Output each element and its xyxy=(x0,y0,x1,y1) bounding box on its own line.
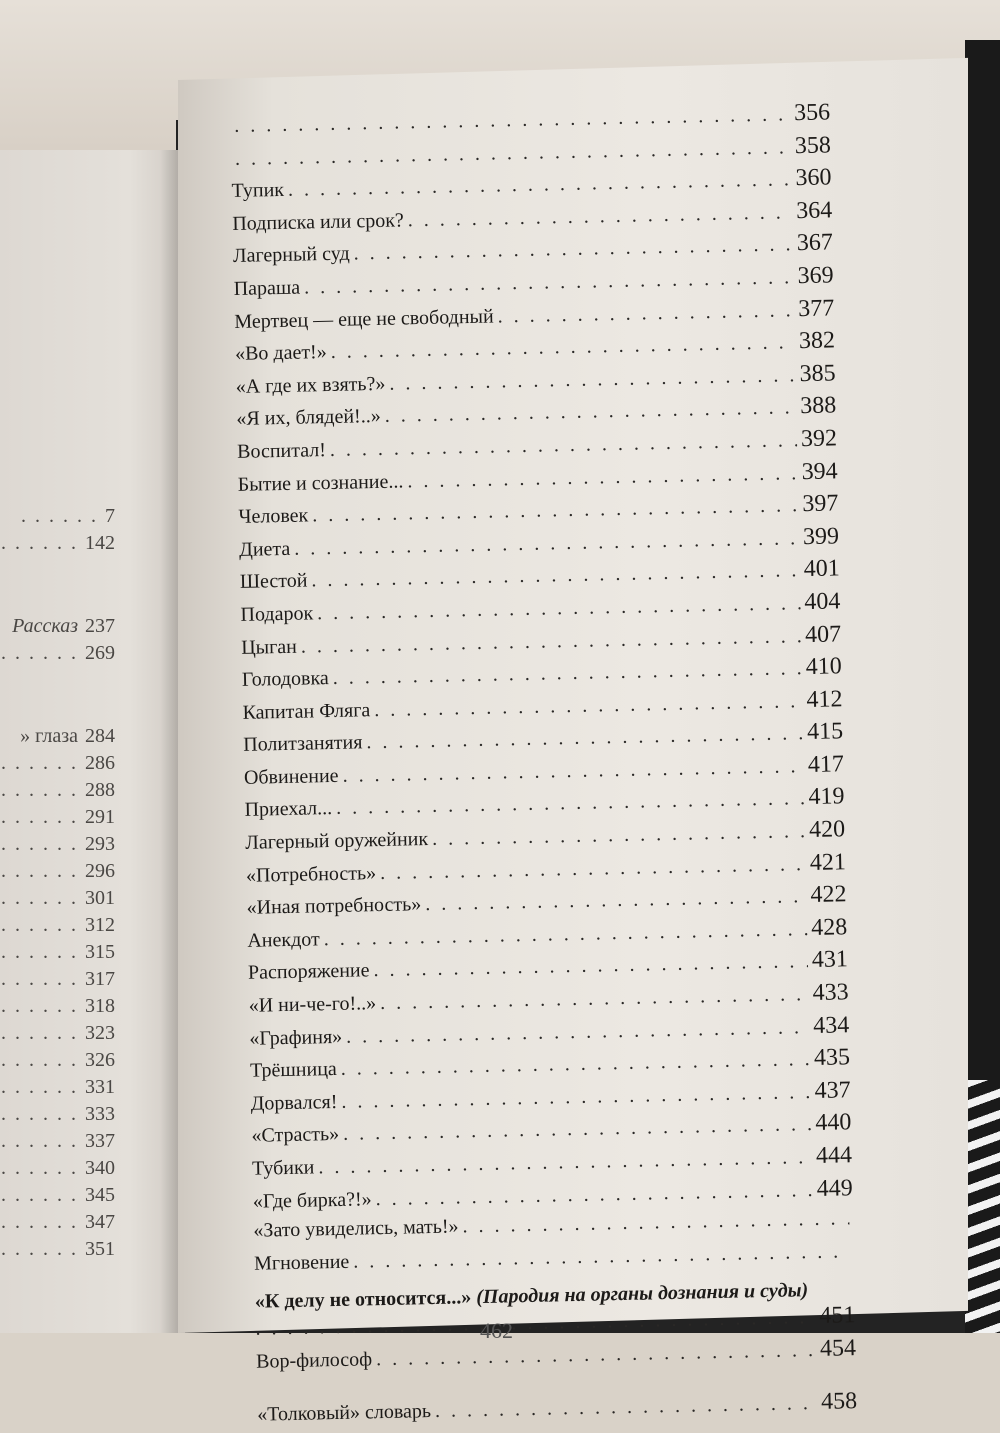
left-toc-page: 337 xyxy=(85,1130,115,1152)
left-toc-page: 323 xyxy=(85,1022,115,1044)
leader-dots xyxy=(341,1048,811,1081)
toc-title: «И ни-че-го!..» xyxy=(248,992,380,1018)
toc-title: Дорвался! xyxy=(251,1091,342,1116)
leader-dots xyxy=(353,234,793,266)
left-toc-page: 284 xyxy=(85,725,115,747)
toc-title: «К делу не относится...» xyxy=(255,1287,472,1314)
toc-title: Обвинение xyxy=(244,765,343,790)
toc-page-number: 437 xyxy=(810,1077,851,1105)
toc-page-number: 399 xyxy=(799,523,840,551)
toc-page-number: 415 xyxy=(803,719,844,747)
toc-page-number: 358 xyxy=(791,132,832,160)
toc-title: Анекдот xyxy=(247,928,324,953)
toc-title: «Где бирка?!» xyxy=(253,1188,376,1214)
leader-dots xyxy=(380,853,806,885)
left-toc-entry xyxy=(1,532,115,555)
left-toc-title: Рассказ xyxy=(12,615,78,637)
table-of-contents xyxy=(230,99,858,1432)
leader-dots xyxy=(380,983,809,1015)
toc-title: «А где их взять?» xyxy=(236,372,390,398)
left-toc-page: 269 xyxy=(85,642,115,664)
left-toc-entry xyxy=(1,860,115,883)
left-toc-entry xyxy=(1,806,115,829)
leader-dots xyxy=(333,657,803,690)
leader-dots xyxy=(317,592,801,625)
toc-subtitle: (Пародия на органы дознания и суды) xyxy=(476,1280,808,1309)
left-page xyxy=(0,150,185,1333)
left-toc-page: 301 xyxy=(85,887,115,909)
toc-page-number: 435 xyxy=(810,1044,851,1072)
toc-page-number: 417 xyxy=(804,751,845,779)
left-toc-entry xyxy=(20,725,115,748)
leader-dots xyxy=(435,1392,818,1423)
left-toc-page: 237 xyxy=(85,615,115,637)
toc-page-number: 451 xyxy=(815,1303,856,1331)
leader-dots xyxy=(346,1016,810,1049)
left-toc-page: 351 xyxy=(85,1238,115,1260)
toc-page-number: 404 xyxy=(800,588,841,616)
leader-dots xyxy=(376,1339,816,1371)
toc-title: Приехал... xyxy=(244,797,336,822)
leader-dots: . . . . . . xyxy=(1,1238,85,1260)
toc-title: Подарок xyxy=(240,602,317,627)
page-number: 462 xyxy=(480,1318,513,1344)
leader-dots: . . . . . . xyxy=(1,887,85,909)
toc-title: Тупик xyxy=(231,179,288,203)
toc-page-number: 434 xyxy=(809,1012,850,1040)
leader-dots xyxy=(389,364,796,396)
toc-page-number: 401 xyxy=(799,556,840,584)
leader-dots xyxy=(324,918,808,951)
left-toc-entry xyxy=(12,615,115,638)
left-toc-entry xyxy=(1,1103,115,1126)
leader-dots xyxy=(385,397,797,429)
leader-dots: . . . . . . xyxy=(1,779,85,801)
toc-page-number: 440 xyxy=(811,1110,852,1138)
leader-dots xyxy=(78,725,85,747)
leader-dots xyxy=(497,299,794,328)
toc-page-number: 356 xyxy=(790,99,831,127)
leader-dots: . . . . . . xyxy=(1,1184,85,1206)
toc-title: Подписка или срок? xyxy=(232,209,408,236)
leader-dots: . . . . . . xyxy=(1,833,85,855)
toc-page-number: 392 xyxy=(797,425,838,453)
toc-page-number: 410 xyxy=(801,653,842,681)
toc-page-number: 419 xyxy=(804,784,845,812)
left-toc-page: 288 xyxy=(85,779,115,801)
leader-dots xyxy=(330,331,795,364)
leader-dots xyxy=(301,625,802,658)
left-toc-entry xyxy=(1,995,115,1018)
toc-title: «Я их, блядей!..» xyxy=(236,405,385,431)
toc-page-number: 454 xyxy=(816,1335,857,1363)
left-toc-page: 347 xyxy=(85,1211,115,1233)
left-toc-page: 291 xyxy=(85,806,115,828)
leader-dots: . . . . . . xyxy=(1,532,85,554)
left-toc-entry xyxy=(1,1049,115,1072)
left-toc-page: 296 xyxy=(85,860,115,882)
toc-title: «Графиня» xyxy=(249,1025,346,1050)
toc-page-number: 367 xyxy=(793,230,834,258)
leader-dots xyxy=(294,527,799,561)
toc-page-number: 433 xyxy=(808,979,849,1007)
leader-dots: . . . . . . xyxy=(1,806,85,828)
left-toc-entry xyxy=(1,1238,115,1261)
toc-page-number: 407 xyxy=(801,621,842,649)
left-toc-page: 7 xyxy=(105,505,115,527)
left-toc-entry xyxy=(1,914,115,937)
leader-dots xyxy=(366,722,803,754)
toc-page-number: 382 xyxy=(795,328,836,356)
left-toc-page: 340 xyxy=(85,1157,115,1179)
toc-page-number: 377 xyxy=(794,295,835,323)
left-toc-entry xyxy=(1,1211,115,1234)
leader-dots: . . . . . . xyxy=(1,1022,85,1044)
left-toc-entry xyxy=(1,887,115,910)
left-toc-entry xyxy=(1,1130,115,1153)
left-toc-entry xyxy=(1,1022,115,1045)
left-toc-entry xyxy=(1,1076,115,1099)
leader-dots: . . . . . . xyxy=(1,1049,85,1071)
toc-title: Мгновение xyxy=(254,1250,354,1275)
left-toc-entry xyxy=(1,1184,115,1207)
toc-page-number: 458 xyxy=(817,1388,858,1416)
leader-dots xyxy=(78,615,85,637)
leader-dots: . . . . . . xyxy=(1,1076,85,1098)
toc-page-number: 397 xyxy=(798,490,839,518)
leader-dots xyxy=(432,820,806,851)
leader-dots xyxy=(330,429,798,462)
left-toc-entry xyxy=(1,833,115,856)
toc-page-number: 394 xyxy=(797,458,838,486)
toc-page-number: 385 xyxy=(795,360,836,388)
toc-title: Распоряжение xyxy=(248,960,374,986)
toc-title: Голодовка xyxy=(242,667,333,692)
leader-dots xyxy=(343,1113,812,1146)
leader-dots xyxy=(304,266,794,299)
toc-title: Шестой xyxy=(240,570,312,594)
toc-title: «Зато увиделись, мать!» xyxy=(253,1216,463,1243)
toc-title: Капитан Фляга xyxy=(242,699,374,725)
left-toc-entry xyxy=(1,1157,115,1180)
left-toc-page: 326 xyxy=(85,1049,115,1071)
toc-title: Лагерный суд xyxy=(233,243,354,269)
leader-dots xyxy=(425,885,807,916)
left-toc-page: 315 xyxy=(85,941,115,963)
left-toc-entry xyxy=(1,752,115,775)
leader-dots: . . . . . . xyxy=(1,860,85,882)
toc-title: Бытие и сознание... xyxy=(238,470,408,497)
leader-dots: . . . . . . xyxy=(1,642,85,664)
toc-title: Лагерный оружейник xyxy=(245,828,432,855)
leader-dots xyxy=(318,1146,812,1179)
toc-page-number: 431 xyxy=(808,947,849,975)
toc-title: Тубики xyxy=(252,1156,319,1180)
leader-dots xyxy=(375,1179,813,1211)
toc-page-number: 412 xyxy=(802,686,843,714)
toc-title: Трёшница xyxy=(250,1058,341,1083)
left-toc-page: 286 xyxy=(85,752,115,774)
toc-title: Воспитал! xyxy=(237,439,330,464)
left-toc-page: 318 xyxy=(85,995,115,1017)
toc-title: «Толковый» словарь xyxy=(257,1400,435,1427)
leader-dots: . . . . . . xyxy=(1,1157,85,1179)
toc-page-number: 444 xyxy=(812,1142,853,1170)
leader-dots xyxy=(311,559,800,592)
toc-title: «Во дает!» xyxy=(235,341,331,366)
toc-page-number: 364 xyxy=(792,197,833,225)
toc-title: «Потребность» xyxy=(246,862,381,888)
toc-title: Мертвец — еще не свободный xyxy=(234,305,498,334)
left-toc-entry xyxy=(21,505,115,528)
toc-page-number: 449 xyxy=(812,1175,853,1203)
left-toc-entry xyxy=(1,968,115,991)
left-toc-entry xyxy=(1,779,115,802)
toc-title: Параша xyxy=(233,276,304,300)
leader-dots: . . . . . . xyxy=(1,1211,85,1233)
leader-dots xyxy=(288,168,792,202)
toc-page-number: 388 xyxy=(796,393,837,421)
leader-dots: . . . . . . xyxy=(1,1103,85,1125)
leader-dots: . . . . . . xyxy=(1,995,85,1017)
leader-dots xyxy=(407,462,798,493)
toc-title: Вор-философ xyxy=(256,1348,376,1374)
left-toc-page: 345 xyxy=(85,1184,115,1206)
leader-dots: . . . . . . xyxy=(21,505,105,527)
left-toc-page: 333 xyxy=(85,1103,115,1125)
toc-title: Политзанятия xyxy=(243,732,367,758)
leader-dots: . . . . . . xyxy=(1,941,85,963)
toc-page-number: 360 xyxy=(791,165,832,193)
leader-dots xyxy=(408,201,793,232)
left-toc-entry xyxy=(1,642,115,665)
left-toc-page: 142 xyxy=(85,532,115,554)
left-toc-title: » глаза xyxy=(20,725,78,747)
left-toc-page: 293 xyxy=(85,833,115,855)
left-toc-page: 312 xyxy=(85,914,115,936)
toc-title: Цыган xyxy=(241,635,301,659)
leader-dots: . . . . . . xyxy=(1,752,85,774)
toc-title: Человек xyxy=(238,504,312,529)
leader-dots: . . . . . . xyxy=(1,914,85,936)
cover-pattern xyxy=(965,1080,1000,1333)
leader-dots xyxy=(312,494,799,527)
leader-dots xyxy=(374,690,803,722)
toc-page-number: 422 xyxy=(806,882,847,910)
leader-dots: . . . . . . xyxy=(1,1130,85,1152)
left-toc-page: 331 xyxy=(85,1076,115,1098)
toc-page-number: 369 xyxy=(793,262,834,290)
leader-dots xyxy=(373,951,808,983)
toc-page-number: 421 xyxy=(806,849,847,877)
toc-page-number: 420 xyxy=(805,816,846,844)
left-toc-page: 317 xyxy=(85,968,115,990)
toc-title: Диета xyxy=(239,537,295,561)
left-toc-entry xyxy=(1,941,115,964)
toc-page-number: 428 xyxy=(807,914,848,942)
leader-dots: . . . . . . xyxy=(1,968,85,990)
toc-title: «Иная потребность» xyxy=(246,893,425,920)
leader-dots xyxy=(341,1081,811,1114)
leader-dots xyxy=(342,755,804,788)
toc-title: «Страсть» xyxy=(251,1123,343,1148)
leader-dots xyxy=(336,788,805,821)
